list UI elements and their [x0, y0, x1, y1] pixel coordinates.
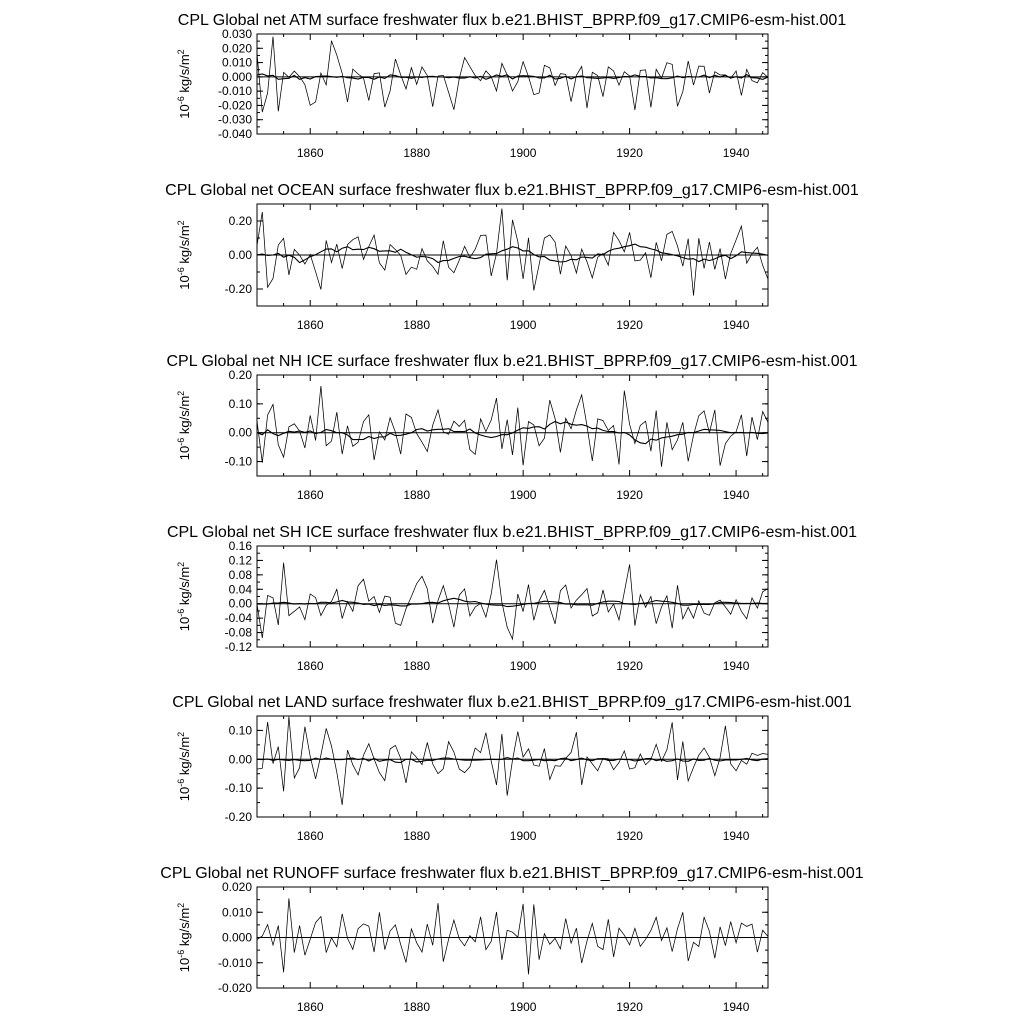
y-tick-label: 0.10	[228, 723, 252, 738]
x-tick-label: 1880	[403, 829, 431, 843]
x-tick-label: 1880	[403, 488, 431, 502]
y-tick-label: 0.020	[221, 880, 252, 894]
chart-panel-3	[167, 353, 858, 502]
x-tick-label: 1940	[722, 146, 750, 160]
y-axis-label: $10^{-6}$ $kg/s/m^2$	[176, 561, 192, 632]
y-axis-label: $10^{-6}$ $kg/s/m^2$	[176, 731, 192, 802]
y-tick-label: 0.020	[221, 41, 252, 56]
x-tick-label: 1940	[722, 318, 750, 332]
chart-panel-2	[165, 182, 859, 332]
y-tick-label: -0.20	[224, 282, 252, 296]
series-line-annual	[257, 209, 768, 296]
y-tick-label: 0.030	[221, 27, 252, 41]
x-tick-label: 1920	[616, 146, 643, 160]
chart-title: CPL Global net RUNOFF surface freshwater flux b.e21.BHIST_BPRP.f09_g17.CMIP6-esm-hist.001	[160, 865, 864, 882]
y-tick-label: 0.000	[221, 930, 252, 945]
x-tick-label: 1880	[403, 146, 431, 160]
plot-frame	[257, 375, 768, 476]
series-line-annual	[257, 717, 768, 805]
y-tick-label: 0.20	[228, 214, 252, 228]
x-tick-label: 1880	[403, 659, 431, 673]
x-tick-label: 1860	[296, 829, 324, 843]
y-tick-label: -0.20	[224, 810, 252, 824]
y-tick-label: -0.12	[224, 640, 252, 654]
y-tick-label: 0.00	[228, 248, 252, 262]
x-tick-label: 1900	[509, 146, 537, 160]
chart-panel-4	[167, 524, 857, 673]
y-tick-label: 0.00	[228, 596, 252, 611]
y-tick-label: -0.020	[217, 98, 252, 113]
x-tick-label: 1920	[616, 829, 643, 843]
x-tick-label: 1920	[616, 1000, 643, 1014]
plot-frame	[257, 716, 768, 817]
y-axis-label: $10^{-6}$ $kg/s/m^2$	[176, 390, 192, 461]
y-tick-label: 0.010	[221, 905, 252, 920]
y-tick-label: 0.08	[228, 567, 252, 582]
y-tick-label: -0.040	[217, 127, 252, 141]
x-tick-label: 1880	[403, 1000, 431, 1014]
y-tick-label: 0.20	[228, 368, 252, 382]
y-tick-label: -0.10	[224, 454, 252, 469]
chart-title: CPL Global net ATM surface freshwater flux b.e21.BHIST_BPRP.f09_g17.CMIP6-esm-hist.001	[177, 12, 847, 29]
y-tick-label: 0.00	[228, 752, 252, 767]
series-line-smoothed	[257, 244, 768, 263]
y-tick-label: 0.16	[228, 539, 252, 553]
x-tick-label: 1860	[296, 488, 324, 502]
y-axis-label: $10^{-6}$ $kg/s/m^2$	[176, 220, 192, 290]
y-axis-label: $10^{-6}$ $kg/s/m^2$	[176, 902, 192, 973]
y-tick-label: -0.020	[217, 981, 252, 995]
x-tick-label: 1860	[296, 1000, 324, 1014]
chart-title: CPL Global net NH ICE surface freshwater flux b.e21.BHIST_BPRP.f09_g17.CMIP6-esm-hist.001	[166, 353, 858, 370]
chart-panel-5	[172, 694, 852, 843]
x-tick-label: 1940	[722, 1000, 750, 1014]
chart-title: CPL Global net OCEAN surface freshwater flux b.e21.BHIST_BPRP.f09_g17.CMIP6-esm-hist.001	[165, 182, 859, 199]
x-tick-label: 1900	[509, 659, 537, 673]
x-tick-label: 1940	[722, 488, 750, 502]
chart-panel-1	[176, 12, 846, 160]
y-tick-label: 0.04	[228, 582, 252, 597]
y-tick-label: 0.12	[228, 553, 252, 568]
x-tick-label: 1900	[509, 488, 537, 502]
y-tick-label: 0.00	[228, 425, 252, 440]
x-tick-label: 1920	[616, 318, 643, 332]
chart-panel-6	[160, 865, 864, 1014]
y-tick-label: -0.10	[224, 781, 252, 796]
x-tick-label: 1860	[296, 146, 324, 160]
x-tick-label: 1940	[722, 829, 750, 843]
chart-title: CPL Global net LAND surface freshwater flux b.e21.BHIST_BPRP.f09_g17.CMIP6-esm-hist.001	[172, 694, 852, 711]
series-line-annual	[257, 560, 768, 639]
x-tick-label: 1900	[509, 829, 537, 843]
x-tick-label: 1940	[722, 659, 750, 673]
y-tick-label: 0.010	[221, 55, 252, 70]
y-tick-label: -0.010	[217, 84, 252, 99]
y-tick-label: -0.030	[217, 112, 252, 127]
series-line-annual	[257, 37, 768, 113]
y-axis-label: $10^{-6}$ $kg/s/m^2$	[176, 49, 192, 119]
y-tick-label: -0.08	[224, 625, 252, 640]
x-tick-label: 1880	[403, 318, 431, 332]
x-tick-label: 1900	[509, 318, 537, 332]
chart-title: CPL Global net SH ICE surface freshwater flux b.e21.BHIST_BPRP.f09_g17.CMIP6-esm-hist.001	[166, 524, 858, 541]
x-tick-label: 1920	[616, 488, 643, 502]
x-tick-label: 1920	[616, 659, 643, 673]
series-line-smoothed	[257, 598, 768, 606]
series-line-annual	[257, 386, 768, 467]
y-tick-label: 0.000	[221, 69, 252, 84]
plot-frame	[257, 34, 768, 134]
x-tick-label: 1900	[509, 1000, 537, 1014]
x-tick-label: 1860	[296, 318, 324, 332]
y-tick-label: -0.010	[217, 955, 252, 970]
series-line-annual	[257, 898, 768, 974]
y-tick-label: -0.04	[224, 611, 252, 626]
x-tick-label: 1860	[296, 659, 324, 673]
y-tick-label: 0.10	[228, 396, 252, 411]
